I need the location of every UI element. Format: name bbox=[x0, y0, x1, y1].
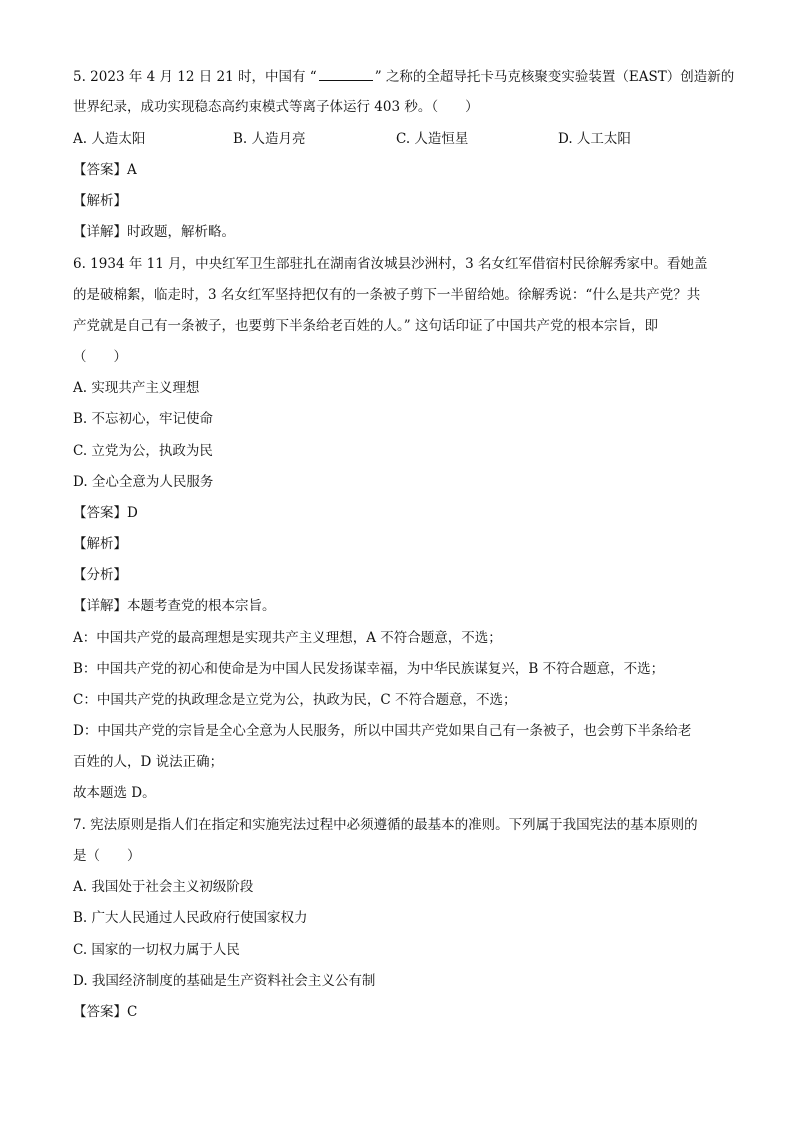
q5-stem-line-2: 世界纪录，成功实现稳态高约束模式等离子体运行 403 秒。（ ） bbox=[73, 99, 479, 115]
q5-fill-blank bbox=[319, 66, 373, 81]
q7-option-b: B. 广大人民通过人民政府行使国家权力 bbox=[73, 910, 308, 926]
q5-option-b: B. 人造月亮 bbox=[233, 131, 306, 147]
q6-option-d: D. 全心全意为人民服务 bbox=[73, 474, 214, 490]
q6-explain-c: C：中国共产党的执政理念是立党为公，执政为民，C 不符合题意，不选； bbox=[73, 692, 517, 708]
q6-stem-line-2: 的是破棉絮，临走时，3 名女红军坚持把仅有的一条被子剪下一半留给她。徐解秀说：“什么是共产党？共 bbox=[73, 287, 701, 303]
q6-option-c: C. 立党为公，执政为民 bbox=[73, 443, 213, 459]
q5-analysis-heading: 【解析】 bbox=[73, 193, 127, 209]
q5-stem-text-pre: 5. 2023 年 4 月 12 日 21 时，中国有 “ bbox=[73, 69, 317, 85]
q6-option-b: B. 不忘初心，牢记使命 bbox=[73, 411, 214, 427]
q6-explain-d-cont: 百姓的人，D 说法正确； bbox=[73, 754, 224, 770]
q5-stem-text-post: ” 之称的全超导托卡马克核聚变实验装置（EAST）创造新的 bbox=[374, 69, 735, 85]
q6-stem-line-1: 6. 1934 年 11 月，中央红军卫生部驻扎在湖南省汝城县沙洲村，3 名女红军借宿村民徐解秀家中。看她盖 bbox=[73, 256, 708, 272]
q7-stem-line-2: 是（ ） bbox=[73, 848, 141, 864]
q6-stem-line-3: 产党就是自己有一条被子，也要剪下半条给老百姓的人。” 这句话印证了中国共产党的根本宗旨，即 bbox=[73, 318, 658, 334]
q6-answer: 【答案】D bbox=[73, 505, 138, 521]
q6-explain-b: B：中国共产党的初心和使命是为中国人民发扬谋幸福，为中华民族谋复兴，B 不符合题意，不选； bbox=[73, 661, 665, 677]
q6-fenxi-heading: 【分析】 bbox=[73, 567, 127, 583]
q5-option-c: C. 人造恒星 bbox=[396, 131, 469, 147]
q6-conclusion: 故本题选 D。 bbox=[73, 785, 156, 801]
q6-detail: 【详解】本题考查党的根本宗旨。 bbox=[73, 598, 276, 614]
q5-option-d: D. 人工太阳 bbox=[558, 131, 631, 147]
q5-option-a: A. 人造太阳 bbox=[73, 131, 146, 147]
q7-option-c: C. 国家的一切权力属于人民 bbox=[73, 942, 240, 958]
q6-stem-line-4: （ ） bbox=[73, 349, 127, 365]
q5-detail: 【详解】时政题，解析略。 bbox=[73, 224, 235, 240]
q6-analysis-heading: 【解析】 bbox=[73, 536, 127, 552]
q5-stem-line-1 bbox=[73, 66, 734, 87]
q7-option-a: A. 我国处于社会主义初级阶段 bbox=[73, 879, 254, 895]
q7-option-d: D. 我国经济制度的基础是生产资料社会主义公有制 bbox=[73, 973, 376, 989]
q7-stem-line-1: 7. 宪法原则是指人们在指定和实施宪法过程中必须遵循的最基本的准则。下列属于我国宪法的基本原则的 bbox=[73, 817, 698, 833]
q5-answer: 【答案】A bbox=[73, 162, 137, 178]
q6-option-a: A. 实现共产主义理想 bbox=[73, 380, 200, 396]
q6-explain-a: A：中国共产党的最高理想是实现共产主义理想，A 不符合题意，不选； bbox=[73, 630, 502, 646]
q6-explain-d: D：中国共产党的宗旨是全心全意为人民服务，所以中国共产党如果自己有一条被子，也会剪下半条给老 bbox=[73, 723, 692, 739]
q7-answer: 【答案】C bbox=[73, 1004, 138, 1020]
